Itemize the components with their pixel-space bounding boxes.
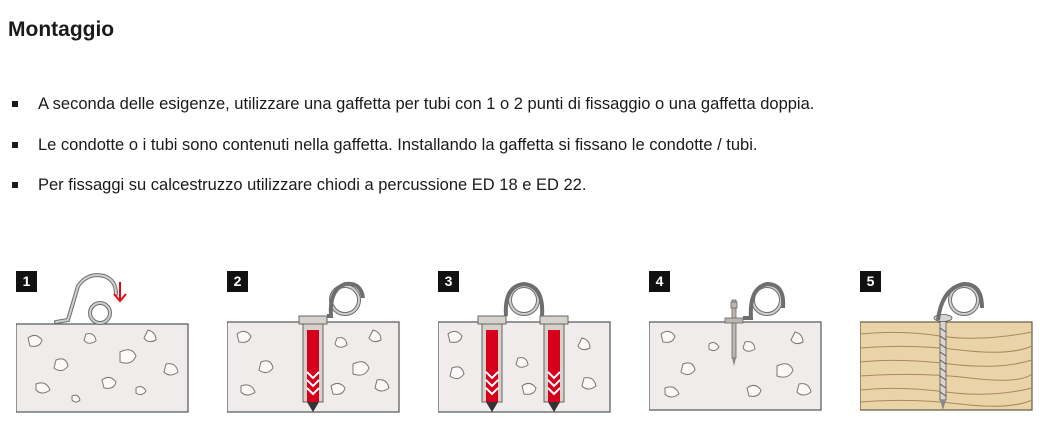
pipe-clip-icon — [743, 284, 783, 318]
step-number-badge: 5 — [860, 271, 881, 292]
step-4-illustration — [649, 268, 823, 418]
step-1-illustration — [16, 268, 190, 418]
step-number-badge: 2 — [227, 271, 248, 292]
step-5-illustration — [860, 268, 1034, 418]
double-dowel-icon — [438, 268, 612, 418]
dowel-icon — [299, 316, 327, 412]
concrete-block — [16, 324, 188, 412]
step-number-badge: 4 — [649, 271, 670, 292]
bullet-square-icon — [12, 182, 18, 188]
list-item-text: Per fissaggi su calcestruzzo utilizzare chiodi a percussione ED 18 e ED 22. — [38, 176, 587, 194]
pipe-clip-icon — [506, 284, 542, 316]
pipe-clip-icon — [327, 284, 363, 316]
instruction-list — [12, 88, 814, 210]
bullet-square-icon — [12, 142, 18, 148]
list-item-text: A seconda delle esigenze, utilizzare una gaffetta per tubi con 1 o 2 punti di fissaggio o una gaffetta doppia. — [38, 95, 815, 113]
step-number-badge: 3 — [438, 271, 459, 292]
page-title: Montaggio — [8, 18, 115, 41]
step-3-illustration — [438, 268, 612, 418]
step-2-illustration — [227, 268, 401, 418]
dowel-icon — [478, 316, 506, 412]
single-dowel-icon — [227, 268, 401, 418]
hammer-nail-icon — [649, 268, 823, 418]
step-number-badge: 1 — [16, 271, 37, 292]
list-item — [12, 169, 814, 210]
wood-screw-icon — [860, 268, 1034, 418]
list-item-text: Le condotte o i tubi sono contenuti nella gaffetta. Installando la gaffetta si fissano le condotte / tubi. — [38, 135, 758, 154]
list-item — [12, 88, 814, 129]
concrete-block — [438, 322, 610, 412]
dowel-icon — [540, 316, 568, 412]
pipe-clip-icon — [56, 275, 116, 323]
clip-placement-icon — [16, 268, 190, 418]
list-item — [12, 129, 814, 170]
bullet-square-icon — [12, 101, 18, 107]
